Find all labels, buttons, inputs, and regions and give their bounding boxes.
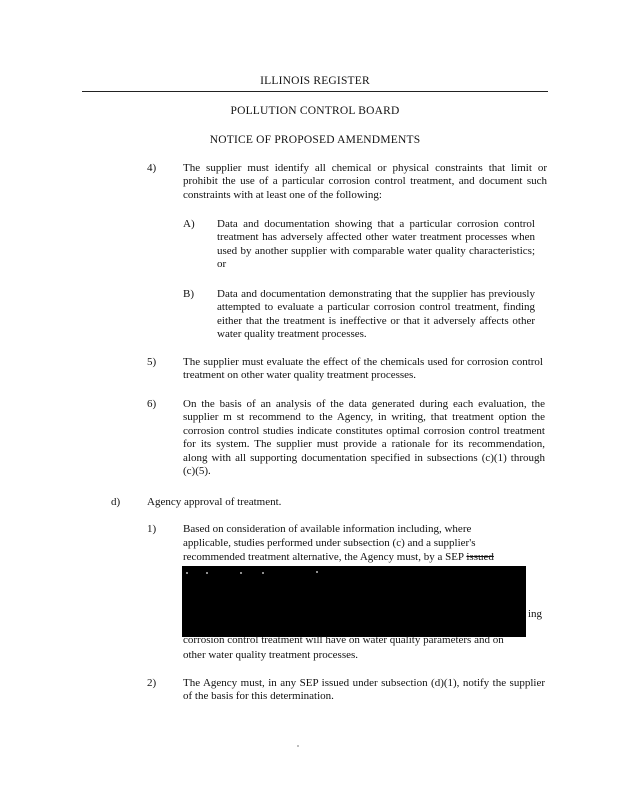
line-tail-text: ing [528, 608, 543, 620]
scan-mark [206, 572, 208, 574]
paragraph-d1-line1: Based on consideration of available information including, where [183, 523, 472, 535]
item-number: 5) [147, 356, 157, 368]
paragraph-5: The supplier must evaluate the effect of the chemicals used for corrosion control treatment on other water quality treatment processes. [183, 356, 543, 382]
paragraph-a: Data and documentation showing that a particular corrosion control treatment has adversely affected other water treatment processes when used by another supplier with comparable water quality characteristics; or [217, 218, 535, 271]
item-number: 4) [147, 162, 157, 174]
paragraph-d1-last-line: other water quality treatment processes. [183, 649, 359, 661]
section-letter: d) [111, 496, 121, 508]
scan-mark [262, 572, 264, 574]
notice-title: NOTICE OF PROPOSED AMENDMENTS [209, 134, 421, 146]
paragraph-4: The supplier must identify all chemical or physical constraints that limit or prohibit the use of a particular corrosion control treatment, and document such constraints with at least one of the following: [183, 162, 547, 201]
board-title: POLLUTION CONTROL BOARD [230, 105, 400, 117]
paragraph-d1-line3-text: recommended treatment alternative, the Agency must, by a SEP [183, 551, 467, 563]
section-d-heading: Agency approval of treatment. [147, 496, 282, 508]
paragraph-6: On the basis of an analysis of the data generated during each evaluation, the supplier m st recommend to the Agency, in writing, that treatment option the corrosion control studies indicate constitutes optimal corrosion control treatment for its system. The supplier must provide a rationale for its recommendation, along with all supporting documentation specified in subsections (c)(1) through (c)(5). [183, 398, 545, 478]
register-title: ILLINOIS REGISTER [260, 75, 370, 87]
item-number: 1) [147, 523, 157, 535]
header-rule [82, 91, 548, 92]
item-letter: B) [183, 288, 194, 300]
scan-mark [297, 745, 299, 747]
redaction-block [182, 566, 526, 637]
struck-text: issued [466, 551, 494, 563]
item-number: 2) [147, 677, 157, 689]
scan-mark [186, 572, 188, 574]
paragraph-d1-line3 [183, 551, 545, 564]
paragraph-d1-line2: applicable, studies performed under subsection (c) and a supplier's [183, 537, 476, 549]
item-letter: A) [183, 218, 195, 230]
partial-line: corrosion control treatment will have on water quality parameters and on [183, 634, 504, 646]
item-number: 6) [147, 398, 157, 410]
scan-mark [316, 571, 318, 573]
scan-mark [240, 572, 242, 574]
paragraph-d2: The Agency must, in any SEP issued under subsection (d)(1), notify the supplier of the basis for this determination. [183, 677, 545, 703]
paragraph-b: Data and documentation demonstrating that the supplier has previously attempted to evaluate a particular corrosion control treatment, finding either that the treatment is ineffective or that it adversely affects other water quality treatment processes. [217, 288, 535, 341]
